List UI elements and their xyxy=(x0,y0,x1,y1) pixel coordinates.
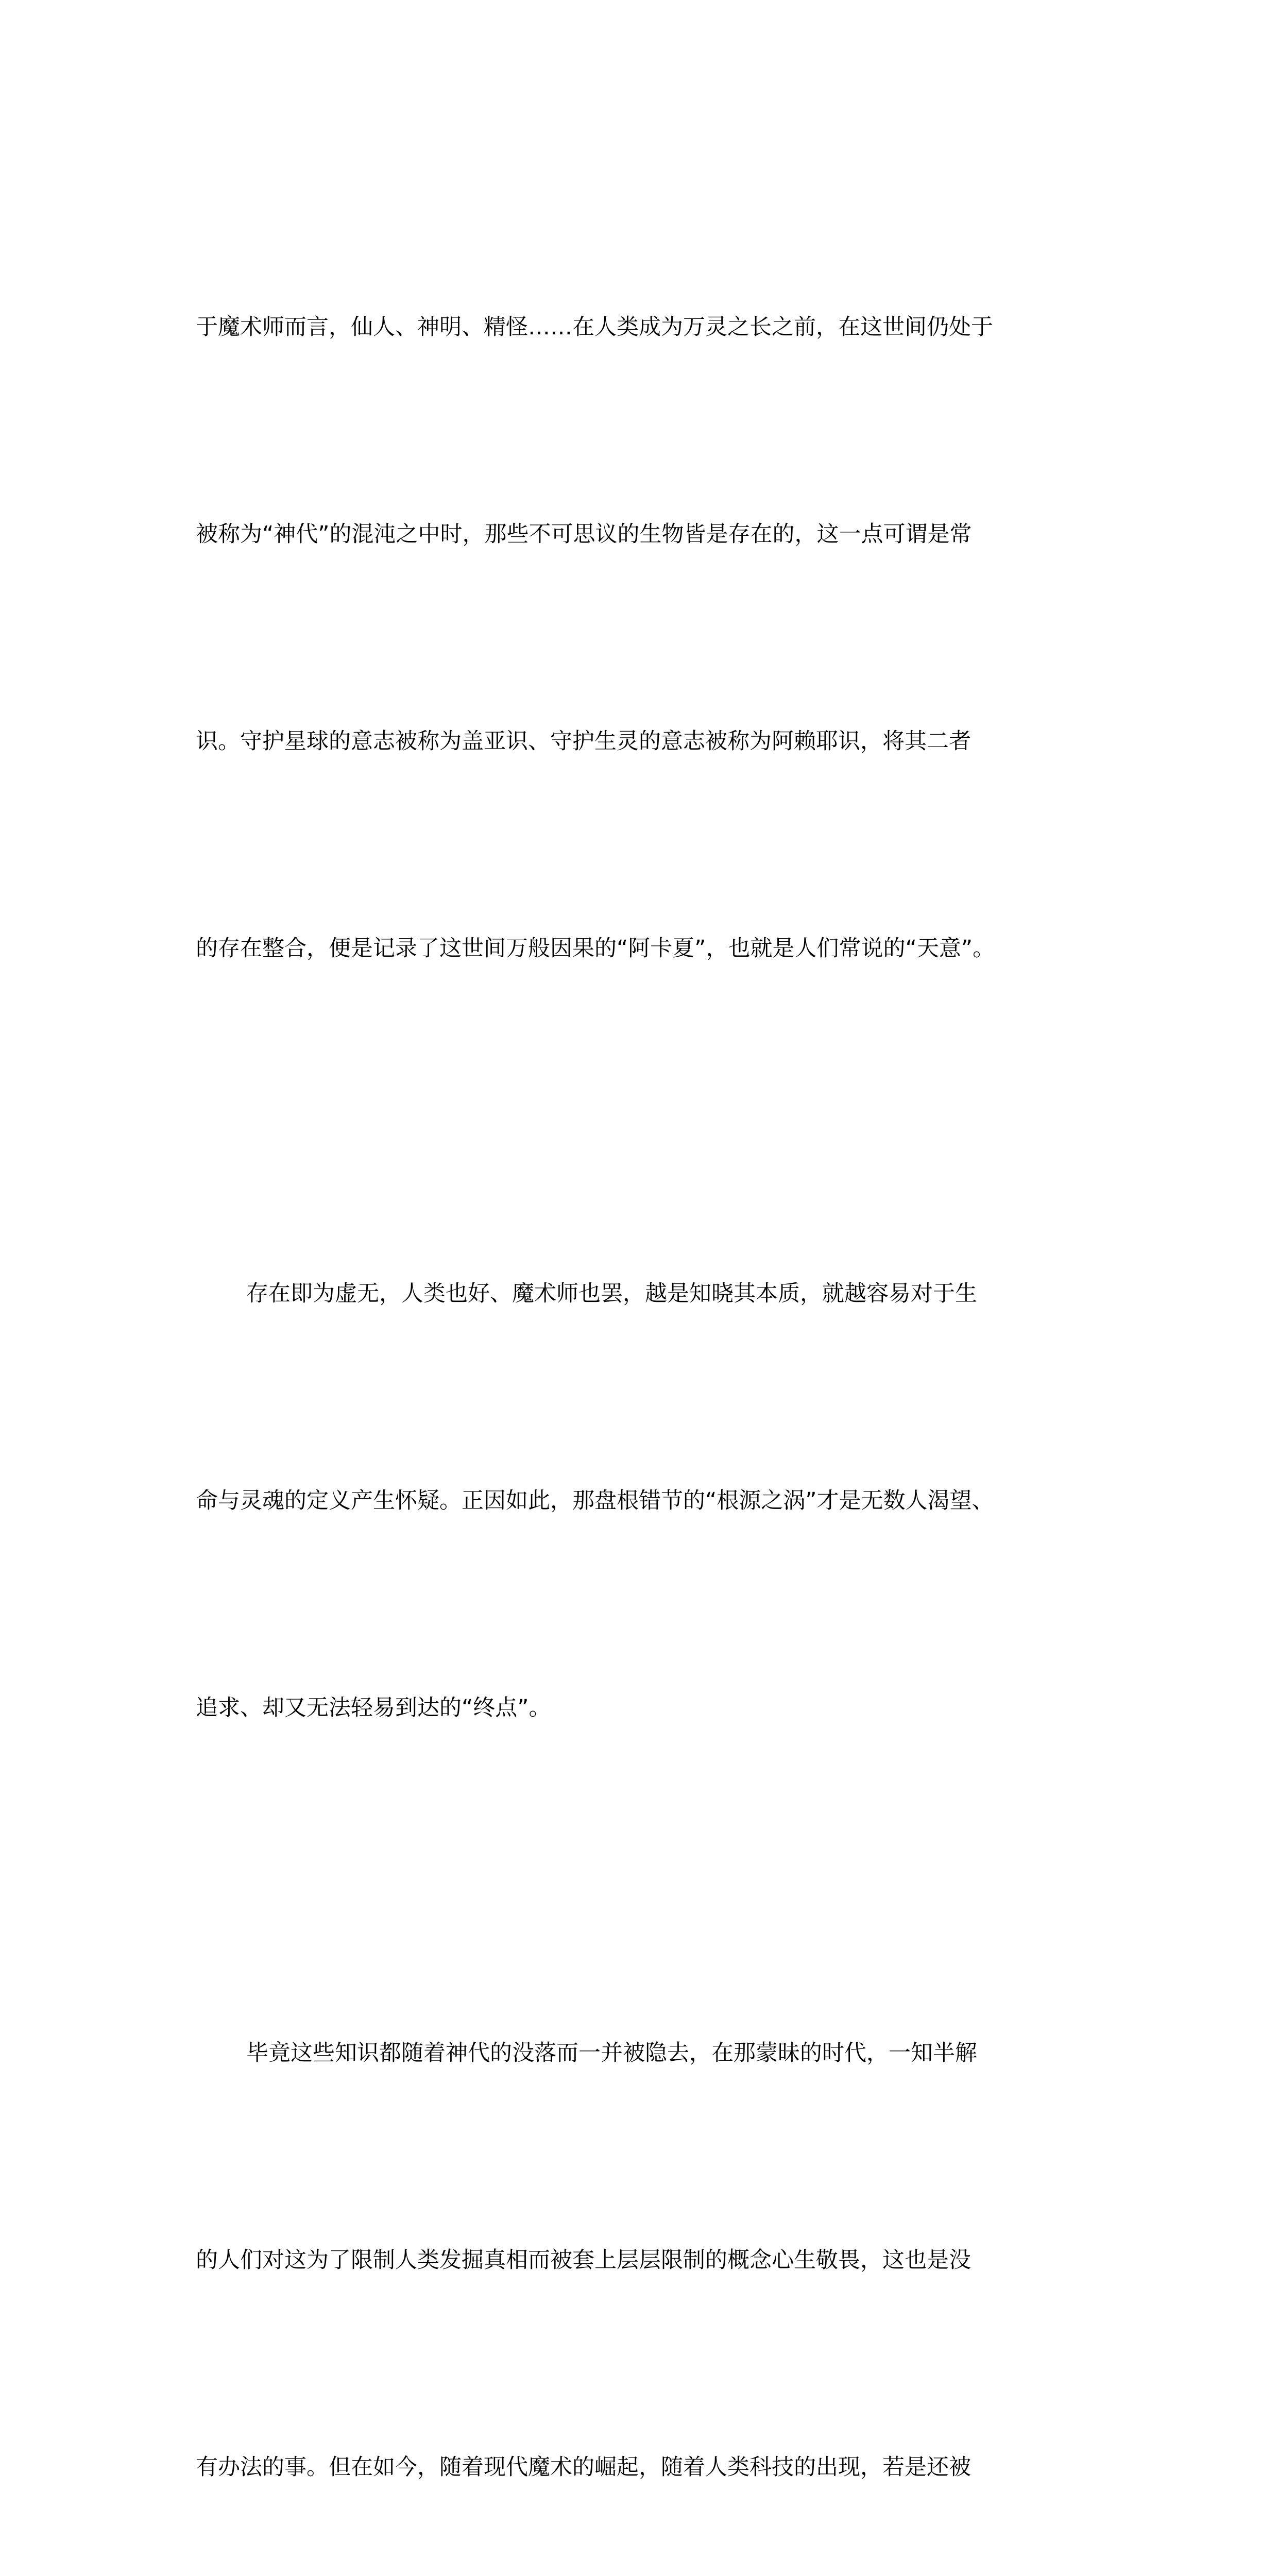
paragraph xyxy=(196,155,1102,1121)
text-line: 追求、却又无法轻易到达的“终点”。 xyxy=(196,1695,551,1721)
text-line: 的人们对这为了限制人类发掘真相而被套上层层限制的概念心生敬畏，这也是没 xyxy=(196,2247,971,2273)
text-line: 识。守护星球的意志被称为盖亚识、守护生灵的意志被称为阿赖耶识，将其二者 xyxy=(196,728,971,754)
text-line: 的存在整合，便是记录了这世间万般因果的“阿卡夏”，也就是人们常说的“天意”。 xyxy=(196,936,995,961)
document-body xyxy=(196,155,1102,2576)
text-line: 毕竟这些知识都随着神代的没落而一并被隐去，在那蒙昧的时代，一知半解 xyxy=(246,2040,977,2066)
text-line: 存在即为虚无，人类也好、魔术师也罢，越是知晓其本质，就越容易对于生 xyxy=(246,1281,977,1307)
text-line: 命与灵魂的定义产生怀疑。正因如此，那盘根错节的“根源之涡”才是无数人渴望、 xyxy=(196,1488,994,1514)
paragraph xyxy=(196,1121,1102,1880)
text-line: 于魔术师而言，仙人、神明、精怪……在人类成为万灵之长之前，在这世间仍处于 xyxy=(196,314,993,340)
text-line: 被称为“神代”的混沌之中时，那些不可思议的生物皆是存在的，这一点可谓是常 xyxy=(196,521,972,547)
text-line: 有办法的事。但在如今，随着现代魔术的崛起，随着人类科技的出现，若是还被 xyxy=(196,2454,971,2480)
paragraph xyxy=(196,1880,1102,2576)
